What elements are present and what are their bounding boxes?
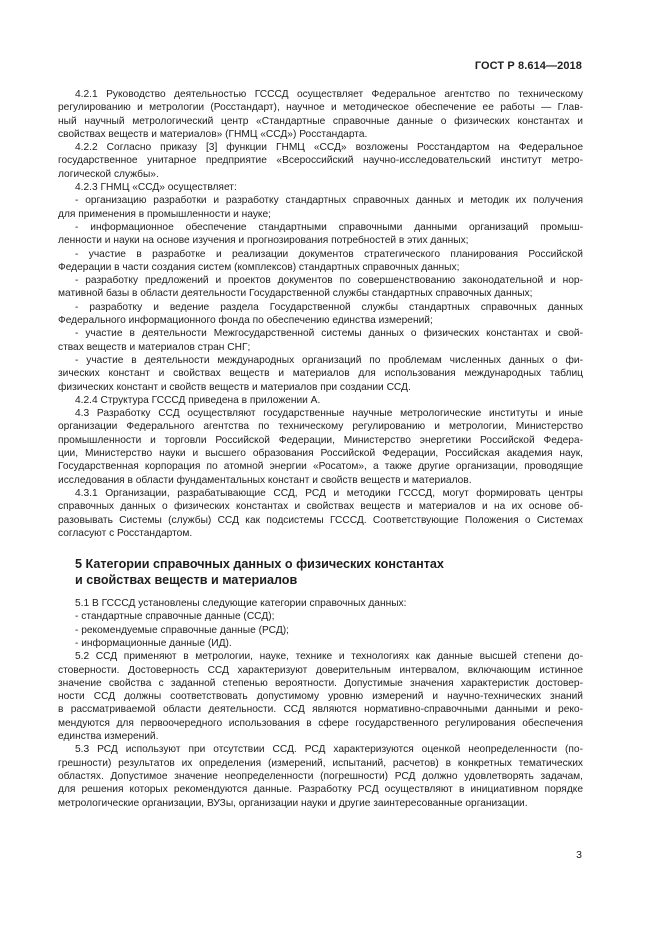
text-line: - разработку и ведение раздела Государственной службы стандартных справочных данных (75, 301, 583, 313)
text-line: стоверности. Достоверность ССД характеризуют доверительным интервалом, включающим истинное (58, 664, 583, 676)
text-line: ности ССД должны соответствовать допустимому уровню измерений и научно-технических знаний (58, 691, 583, 703)
section-4-text (58, 88, 583, 540)
text-line: - информационное обеспечение стандартными справочными данными организаций промыш- (75, 221, 583, 233)
text-line: мендуются для первоочередного использования в сфере государственного регулирования обеспечения (58, 717, 583, 729)
paragraph (58, 354, 583, 394)
text-line: для решения которых рекомендуются данные. Разработку РСД осуществляют в инициативном порядке (58, 784, 583, 796)
paragraph (58, 141, 583, 181)
paragraph (58, 637, 583, 650)
text-line: единства измерений. (58, 731, 159, 743)
text-line: 5.1 В ГСССД установлены следующие категории справочных данных: (75, 598, 407, 610)
paragraph (58, 301, 583, 328)
text-line: значение свойства с заданной степенью вероятности. Допустимые значения характеристик достовер- (58, 677, 583, 689)
paragraph (58, 743, 583, 809)
paragraph (58, 624, 583, 637)
text-line: справочных данных о физических константах и свойствах веществ и материалов и на их основе об- (58, 501, 583, 513)
paragraph (58, 650, 583, 743)
text-line: 4.3 Разработку ССД осуществляют государственные научные метрологические институты и иные (75, 408, 583, 420)
paragraph (58, 610, 583, 623)
section-5-heading-line: 5 Категории справочных данных о физических константах (75, 557, 444, 572)
text-line: физических констант и свойств веществ и материалов при создании ССД. (58, 381, 411, 393)
text-line: разовывать Системы (службы) ССД как подсистемы ГСССД. Соответствующие Положения о Системах (58, 514, 583, 526)
text-line: логической службы». (58, 168, 159, 180)
text-line: государственное унитарное предприятие «Всероссийский научно-исследовательский институт метро- (58, 155, 583, 167)
text-line: ленности и науки на основе изучения и прогнозирования потребностей в этих данных; (58, 235, 469, 247)
paragraph (58, 194, 583, 221)
text-line: ствах веществ и материалов стран СНГ; (58, 341, 251, 353)
paragraph (58, 181, 583, 194)
document-body (58, 88, 583, 810)
text-line: - участие в разработке и реализации документов стратегического планирования Российской (75, 248, 583, 260)
text-line: - организацию разработки и разработку стандартных справочных данных и методик их получения (75, 195, 583, 207)
paragraph (58, 221, 583, 248)
paragraph (58, 248, 583, 275)
text-line: мативной базы в области деятельности Государственной службы стандартных справочных данных; (58, 288, 533, 300)
text-line: регулированию и метрологии (Росстандарт), научное и методическое обеспечение ее работы — Глав- (58, 102, 583, 114)
text-line: 4.2.2 Согласно приказу [3] функции ГНМЦ «ССД» возложены Росстандартом на Федеральное (75, 142, 583, 154)
text-line: - рекомендуемые справочные данные (РСД); (75, 624, 289, 636)
text-line: 5.2 ССД применяют в метрологии, науке, технике и технологиях как данные высшей степени до- (75, 651, 583, 663)
text-line: метрологические организации, ВУЗы, организации науки и другие заинтересованные организации. (58, 797, 528, 809)
text-line: ции, Министерство науки и высшего образования Российской Федерации, Российская академия наук, (58, 448, 583, 460)
text-line: - участие в деятельности Межгосударственной системы данных о физических константах и свой- (75, 328, 583, 340)
text-line: 4.2.4 Структура ГСССД приведена в приложении А. (75, 394, 321, 406)
paragraph (58, 394, 583, 407)
text-line: - участие в деятельности международных организаций по проблемам численных данных о фи- (75, 354, 583, 366)
text-line: 4.3.1 Организации, разрабатывающие ССД, РСД и методики ГСССД, могут формировать центры (75, 487, 583, 499)
text-line: - информационные данные (ИД). (75, 637, 232, 649)
text-line: согласуют с Росстандартом. (58, 527, 193, 539)
text-line: - стандартные справочные данные (ССД); (75, 611, 275, 623)
text-line: Федерального информационного фонда по обеспечению единства измерений; (58, 315, 433, 327)
text-line: - разработку предложений и проектов документов по совершенствованию законодательной и нор- (75, 275, 583, 287)
paragraph (58, 327, 583, 354)
paragraph (58, 597, 583, 610)
paragraph (58, 407, 583, 487)
text-line: в рассматриваемой области деятельности. ССД являются нормативно-справочными данными и реко- (58, 704, 583, 716)
text-line: Федерации в части создания систем (комплексов) стандартных справочных данных; (58, 261, 460, 273)
text-line: Государственная корпорация по атомной энергии «Росатом», а также другие организации, проводящие (58, 461, 583, 473)
text-line: 4.2.1 Руководство деятельностью ГСССД осуществляет Федеральное агентство по техническому (75, 89, 583, 100)
document-code-header: ГОСТ Р 8.614—2018 (474, 60, 582, 72)
text-line: организации Федерального агентства по техническому регулированию и метрологии, Министерство (58, 421, 583, 433)
page-number: 3 (576, 849, 582, 861)
text-line: свойствах веществ и материалов» (ГНМЦ «ССД») Росстандарта. (58, 128, 368, 140)
text-line: промышленности и торговли Российской Федерации, Министерство энергетики Российской Федера- (58, 434, 583, 446)
text-line: 5.3 РСД используют при отсутствии ССД. РСД характеризуются оценкой неопределенности (по- (75, 744, 583, 756)
paragraph (58, 274, 583, 301)
section-5-heading-line: и свойствах веществ и материалов (75, 572, 298, 587)
text-line: областях. Допустимое значение неопределенности (погрешности) РСД должно удовлетворять задачам, (58, 770, 583, 782)
paragraph (58, 487, 583, 540)
text-line: грешности) результатов их определения (измерений, испытаний, расчетов) в конкретных тематических (58, 757, 583, 769)
text-line: зических констант и свойствах веществ и материалов для использования международных таблиц (58, 368, 583, 380)
section-5-heading (58, 557, 583, 588)
section-5-text (58, 597, 583, 810)
paragraph (58, 88, 583, 141)
text-line: исследования в области фундаментальных констант и свойств веществ и материалов. (58, 474, 472, 486)
text-line: ный научный метрологический центр «Стандартные справочные данные о физических константах и (58, 115, 583, 127)
text-line: 4.2.3 ГНМЦ «ССД» осуществляет: (75, 182, 237, 194)
text-line: для применения в промышленности и науке; (58, 208, 271, 220)
